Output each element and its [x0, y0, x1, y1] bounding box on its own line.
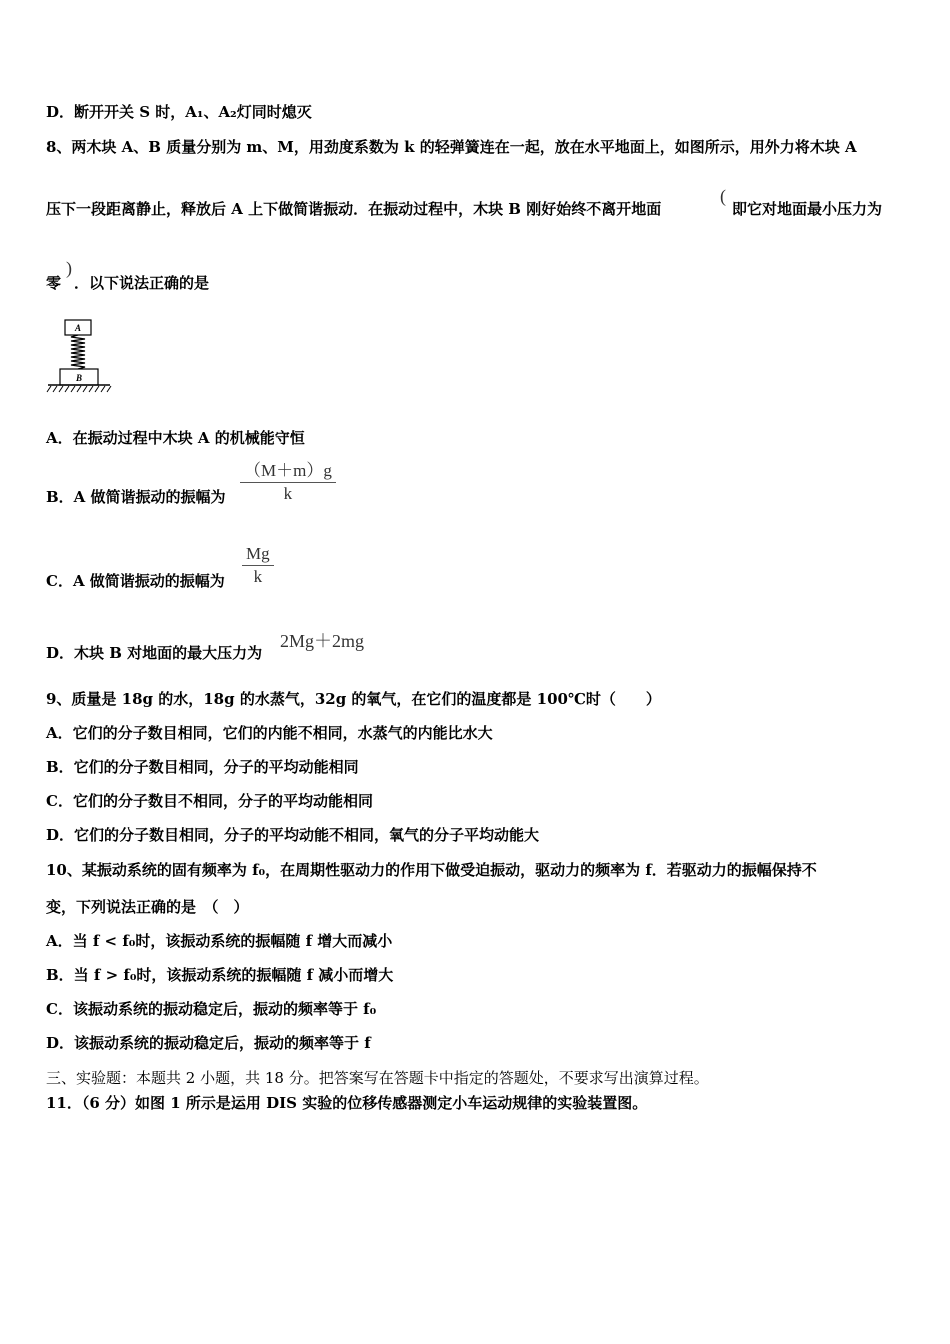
spring-blocks-figure [44, 316, 114, 396]
q8-paren-open: ( [720, 186, 726, 206]
q10-option-c: C．该振动系统的振动稳定后，振动的频率等于 f₀ [46, 1000, 377, 1018]
block-a-label: A [74, 323, 82, 333]
q8-option-b-fraction [240, 460, 336, 505]
q8-option-c: C．A 做简谐振动的振幅为 [46, 572, 225, 590]
fraction-numerator: Mg [242, 543, 274, 566]
fraction-denominator: k [253, 567, 263, 586]
q9-stem: 9、质量是 18g 的水，18g 的水蒸气，32g 的氧气，在它们的温度都是 100℃时（ ） [46, 690, 661, 708]
block-b-label: B [75, 373, 83, 383]
fraction-numerator: （M＋m）g [240, 460, 336, 483]
spring [71, 335, 85, 369]
q10-stem-line2: 变，下列说法正确的是 （ ） [46, 898, 249, 916]
q7-option-d: D．断开开关 S 时，A₁、A₂灯同时熄灭 [46, 103, 312, 121]
q11-stem: 11．（6 分）如图 1 所示是运用 DIS 实验的位移传感器测定小车运动规律的实验装置图。 [46, 1094, 648, 1112]
q8-option-d-expression: 2Mg＋2mg [280, 631, 365, 651]
q9-option-b: B．它们的分子数目相同，分子的平均动能相同 [46, 758, 359, 776]
q9-option-a: A．它们的分子数目相同，它们的内能不相同，水蒸气的内能比水大 [46, 724, 493, 742]
section3-title: 三、实验题：本题共 2 小题，共 18 分。把答案写在答题卡中指定的答题处，不要求写出演算过程。 [46, 1069, 709, 1087]
q8-option-b: B．A 做简谐振动的振幅为 [46, 488, 226, 506]
q8-stem-line3a: 零 [46, 274, 62, 292]
q10-option-d: D．该振动系统的振动稳定后，振动的频率等于 f [46, 1034, 371, 1052]
q8-option-a: A．在振动过程中木块 A 的机械能守恒 [46, 429, 305, 447]
q8-option-c-fraction [242, 543, 274, 588]
q9-option-c: C．它们的分子数目不相同，分子的平均动能相同 [46, 792, 373, 810]
q9-option-d: D．它们的分子数目相同，分子的平均动能不相同，氧气的分子平均动能大 [46, 826, 540, 844]
q8-option-d: D．木块 B 对地面的最大压力为 [46, 644, 263, 662]
fraction-denominator: k [283, 484, 293, 503]
q8-stem-line3b: ．以下说法正确的是 [74, 274, 210, 292]
q10-stem-line1: 10、某振动系统的固有频率为 f₀，在周期性驱动力的作用下做受迫振动，驱动力的频率为 f．若驱动力的振幅保持不 [46, 861, 817, 879]
q8-stem-line1: 8、两木块 A、B 质量分别为 m、M，用劲度系数为 k 的轻弹簧连在一起，放在水平地面上，如图所示，用外力将木块 A [46, 138, 857, 156]
q10-option-b: B．当 f > f₀时，该振动系统的振幅随 f 减小而增大 [46, 966, 394, 984]
ground-hatch [47, 386, 111, 392]
q8-stem-line2a: 压下一段距离静止，释放后 A 上下做简谐振动．在振动过程中，木块 B 刚好始终不离开地面 [46, 200, 662, 218]
q8-paren-close: ) [66, 258, 72, 278]
q10-option-a: A．当 f < f₀时，该振动系统的振幅随 f 增大而减小 [46, 932, 393, 950]
q8-stem-line2b: 即它对地面最小压力为 [732, 200, 883, 218]
